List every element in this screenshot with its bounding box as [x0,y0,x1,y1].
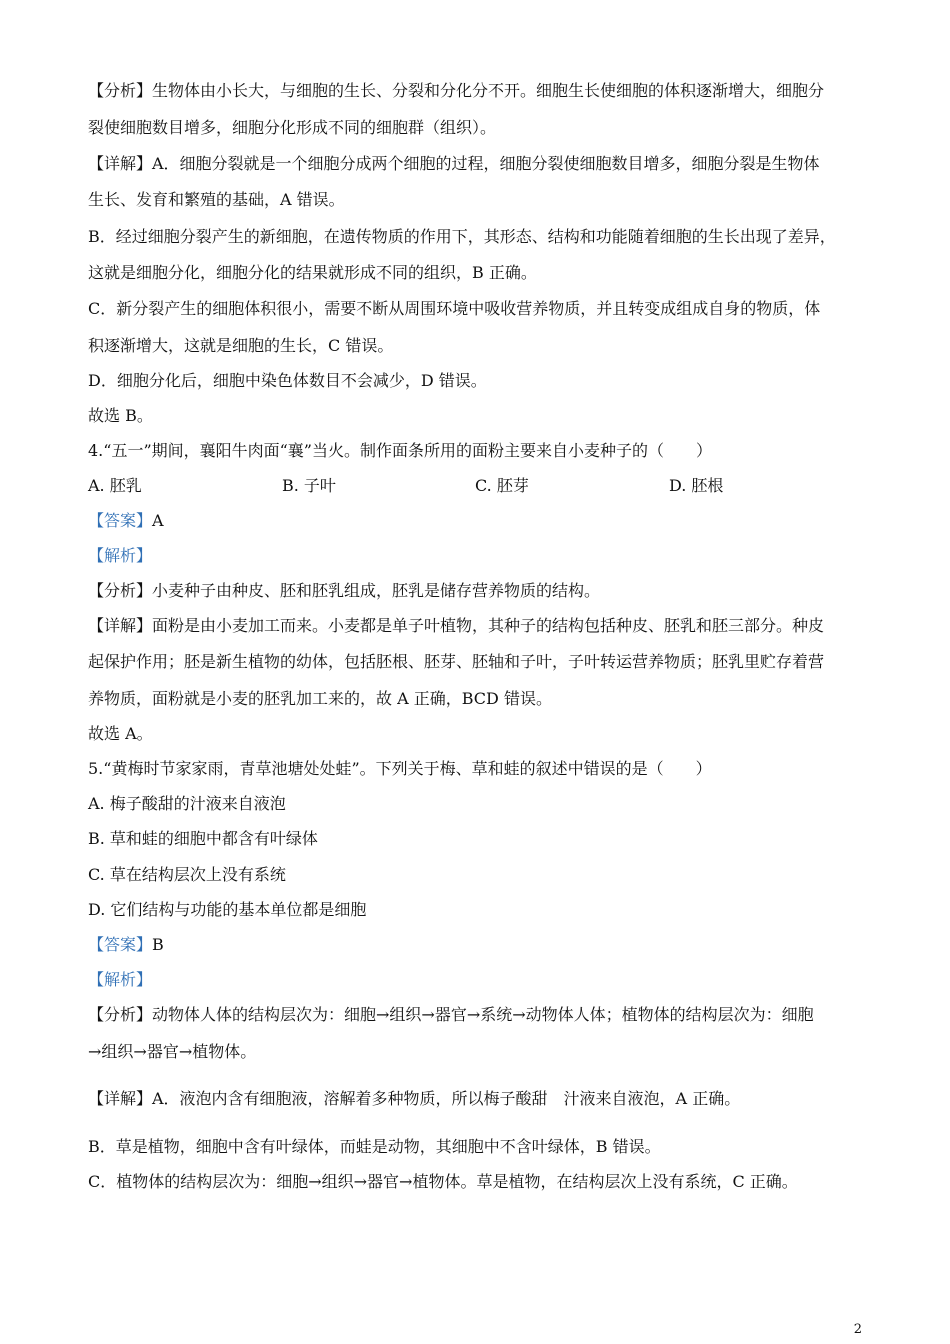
q3-detail-line-4: 这就是细胞分化，细胞分化的结果就形成不同的组织，B 正确。 [88,263,537,282]
q5-answer [88,934,164,956]
q3-detail-line-3: B．经过细胞分裂产生的新细胞，在遗传物质的作用下，其形态、结构和功能随着细胞的生长出现了差异， [88,227,836,246]
q5-stem: 5.“黄梅时节家家雨，青草池塘处处蛙”。下列关于梅、草和蛙的叙述中错误的是（ ） [88,759,712,778]
q5-option-c: C. 草在结构层次上没有系统 [88,865,286,884]
q5-detail-line-2: B．草是植物，细胞中含有叶绿体，而蛙是动物，其细胞中不含叶绿体，B 错误。 [88,1137,661,1156]
page-number: 2 [853,1322,862,1337]
q5-detail-line-3: C．植物体的结构层次为：细胞→组织→器官→植物体。草是植物，在结构层次上没有系统，C 正确。 [88,1172,798,1191]
q3-detail-line-6: 积逐渐增大，这就是细胞的生长，C 错误。 [88,336,394,355]
q4-option-a: A. 胚乳 [88,476,142,495]
q4-conclusion: 故选 A。 [88,724,153,743]
q3-detail-line-5: C．新分裂产生的细胞体积很小，需要不断从周围环境中吸收营养物质，并且转变成组成自身的物质，体 [88,299,821,318]
q5-answer-label: 【答案】 [88,935,153,954]
q5-jiexi-label: 【解析】 [88,970,153,989]
q3-conclusion: 故选 B。 [88,406,153,425]
q4-jiexi-label: 【解析】 [88,546,153,565]
q4-detail-line-2: 起保护作用；胚是新生植物的幼体，包括胚根、胚芽、胚轴和子叶，子叶转运营养物质；胚乳里贮存着营 [88,652,825,671]
q5-answer-value: B [152,935,164,954]
q5-option-a: A. 梅子酸甜的汁液来自液泡 [88,794,286,813]
q5-option-d: D. 它们结构与功能的基本单位都是细胞 [88,900,367,919]
q3-detail-line-7: D．细胞分化后，细胞中染色体数目不会减少，D 错误。 [88,371,487,390]
q5-detail-line-1: 【详解】A．液泡内含有细胞液，溶解着多种物质，所以梅子酸甜 汁液来自液泡，A 正确。 [88,1089,741,1108]
q4-answer [88,510,164,532]
q4-detail-line-1: 【详解】面粉是由小麦加工而来。小麦都是单子叶植物，其种子的结构包括种皮、胚乳和胚三部分。种皮 [88,616,825,635]
q5-option-b: B. 草和蛙的细胞中都含有叶绿体 [88,829,318,848]
q4-stem: 4.“五一”期间，襄阳牛肉面“襄”当火。制作面条所用的面粉主要来自小麦种子的（ ） [88,441,712,460]
q4-answer-label: 【答案】 [88,511,153,530]
q3-analysis-line-1: 【分析】生物体由小长大，与细胞的生长、分裂和分化分不开。细胞生长使细胞的体积逐渐增大，细胞分 [88,81,825,100]
q3-detail-line-2: 生长、发育和繁殖的基础，A 错误。 [88,190,345,209]
q4-analysis: 【分析】小麦种子由种皮、胚和胚乳组成，胚乳是储存营养物质的结构。 [88,581,601,600]
q4-detail-line-3: 养物质，面粉就是小麦的胚乳加工来的，故 A 正确，BCD 错误。 [88,689,552,708]
q3-detail-line-1: 【详解】A．细胞分裂就是一个细胞分成两个细胞的过程，细胞分裂使细胞数目增多，细胞分裂是生物体 [88,154,820,173]
q5-analysis-line-2: →组织→器官→植物体。 [88,1042,257,1061]
q4-option-d: D. 胚根 [669,476,724,495]
q4-answer-value: A [152,511,164,530]
q4-option-c: C. 胚芽 [475,476,529,495]
q3-analysis-line-2: 裂使细胞数目增多，细胞分化形成不同的细胞群（组织）。 [88,118,497,137]
q4-option-b: B. 子叶 [282,476,336,495]
q5-analysis-line-1: 【分析】动物体人体的结构层次为：细胞→组织→器官→系统→动物体人体；植物体的结构层次为：细胞 [88,1005,814,1024]
